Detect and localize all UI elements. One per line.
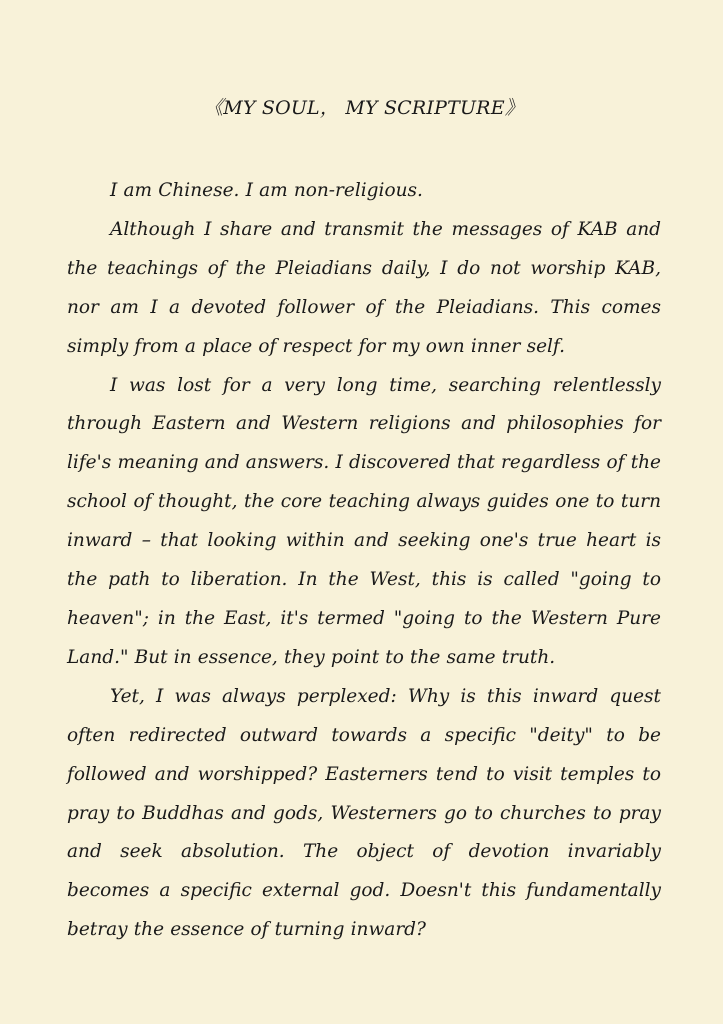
paragraph: I was lost for a very long time, searching relentlessly through Eastern and Western religions and philosophies for life's meaning and answers. I discovered that regardless of the school of thought, the core teaching always guides one to turn inward – that looking within and seeking one's true heart is the path to liberation. In the West, this is called "going to heaven"; in the East, it's termed "going to the Western Pure Land." But in essence, they point to the same truth.: [67, 374, 661, 668]
document-body: [67, 172, 661, 950]
paragraph: Although I share and transmit the messages of KAB and the teachings of the Pleiadians daily, I do not worship KAB, nor am I a devoted follower of the Pleiadians. This comes simply from a place of respect for my own inner self.: [67, 218, 661, 357]
paragraph: Yet, I was always perplexed: Why is this inward quest often redirected outward towards a specific "deity" to be followed and worshipped? Easterners tend to visit temples to pray to Buddhas and gods, Westerners go to churches to pray and seek absolution. The object of devotion invariably becomes a specific external god. Doesn't this fundamentally betray the essence of turning inward?: [67, 685, 661, 941]
paragraph: I am Chinese. I am non-religious.: [110, 180, 423, 201]
document-title: 《MY SOUL， MY SCRIPTURE》: [204, 97, 524, 119]
document-content: [67, 94, 661, 950]
